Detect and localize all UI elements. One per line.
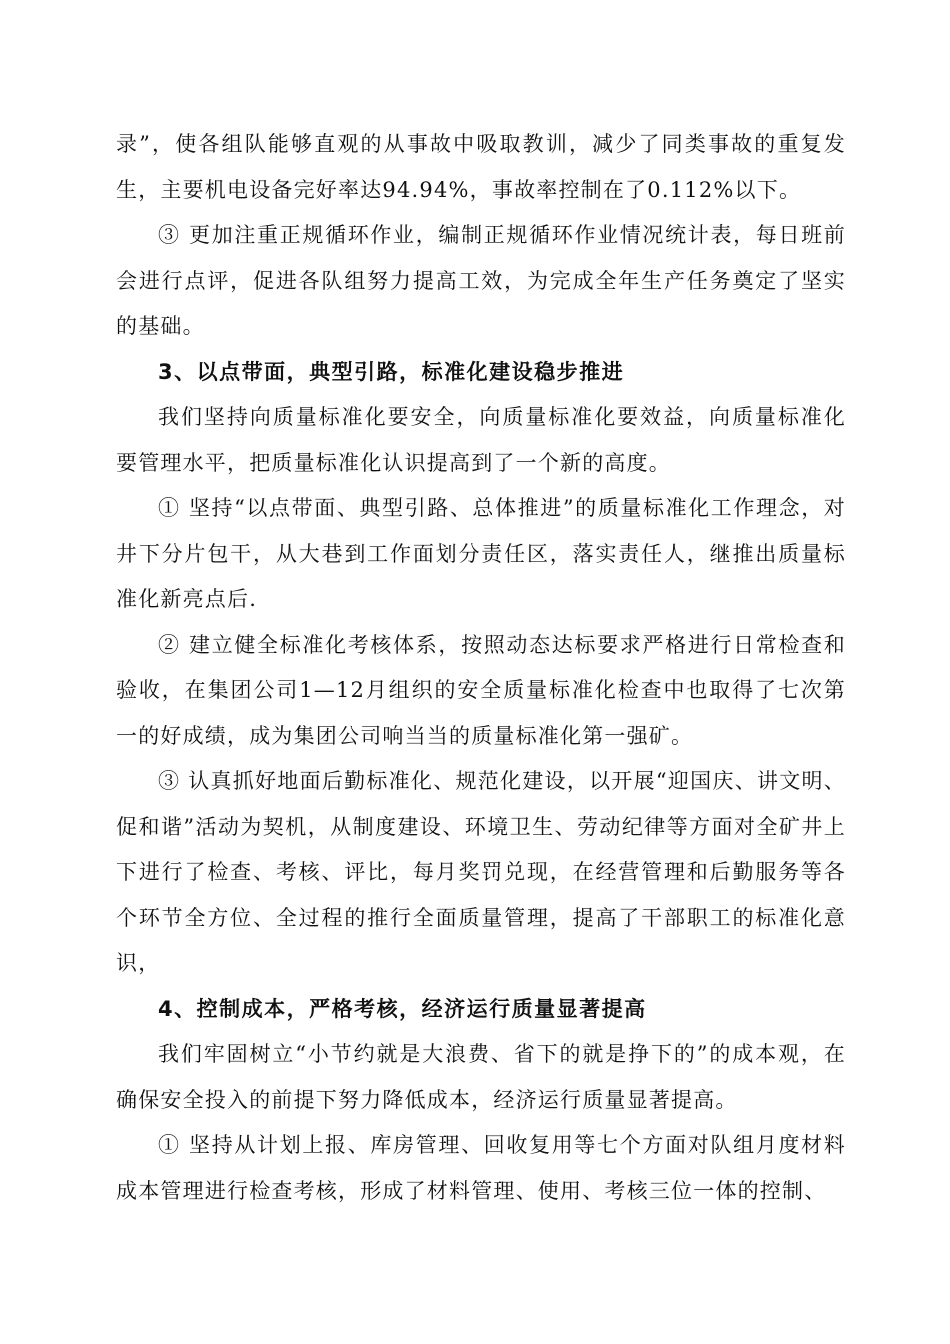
- paragraph-item-1: ① 坚持“以点带面、典型引路、总体推进”的质量标准化工作理念，对井下分片包干，从大巷到工作面划分责任区，落实责任人，继推出质量标准化新亮点后.: [116, 496, 846, 611]
- paragraph-intro-3: 我们坚持向质量标准化要安全，向质量标准化要效益，向质量标准化要管理水平，把质量标准化认识提高到了一个新的高度。: [116, 405, 846, 475]
- section-heading-4: 4、控制成本，严格考核，经济运行质量显著提高: [158, 996, 647, 1021]
- paragraph-item-2: ② 建立健全标准化考核体系，按照动态达标要求严格进行日常检查和验收，在集团公司1—12月组织的安全质量标准化检查中也取得了七次第一的好成绩，成为集团公司响当当的质量标准化第一强矿。: [116, 632, 846, 748]
- paragraph-item-3: ③ 更加注重正规循环作业，编制正规循环作业情况统计表，每日班前会进行点评，促进各队组努力提高工效，为完成全年生产任务奠定了坚实的基础。: [116, 223, 846, 338]
- paragraph-intro-4: 我们牢固树立“小节约就是大浪费、省下的就是挣下的”的成本观，在确保安全投入的前提下努力降低成本，经济运行质量显著提高。: [116, 1042, 846, 1112]
- paragraph-item-1b: ① 坚持从计划上报、库房管理、回收复用等七个方面对队组月度材料成本管理进行检查考核，形成了材料管理、使用、考核三位一体的控制、: [116, 1133, 846, 1203]
- paragraph-item-3b: ③ 认真抓好地面后勤标准化、规范化建设，以开展“迎国庆、讲文明、促和谐”活动为契机，从制度建设、环境卫生、劳动纪律等方面对全矿井上下进行了检查、考核、评比，每月奖罚兑现，在经营管理和后勤服务等各个环节全方位、全过程的推行全面质量管理，提高了干部职工的标准化意识，: [116, 769, 846, 975]
- paragraph-continuation: 录”，使各组队能够直观的从事故中吸取教训，减少了同类事故的重复发生，主要机电设备完好率达94.94%，事故率控制在了0.112%以下。: [116, 132, 846, 202]
- section-heading-3: 3、以点带面，典型引路，标准化建设稳步推进: [158, 359, 625, 384]
- document-body: [116, 122, 846, 1214]
